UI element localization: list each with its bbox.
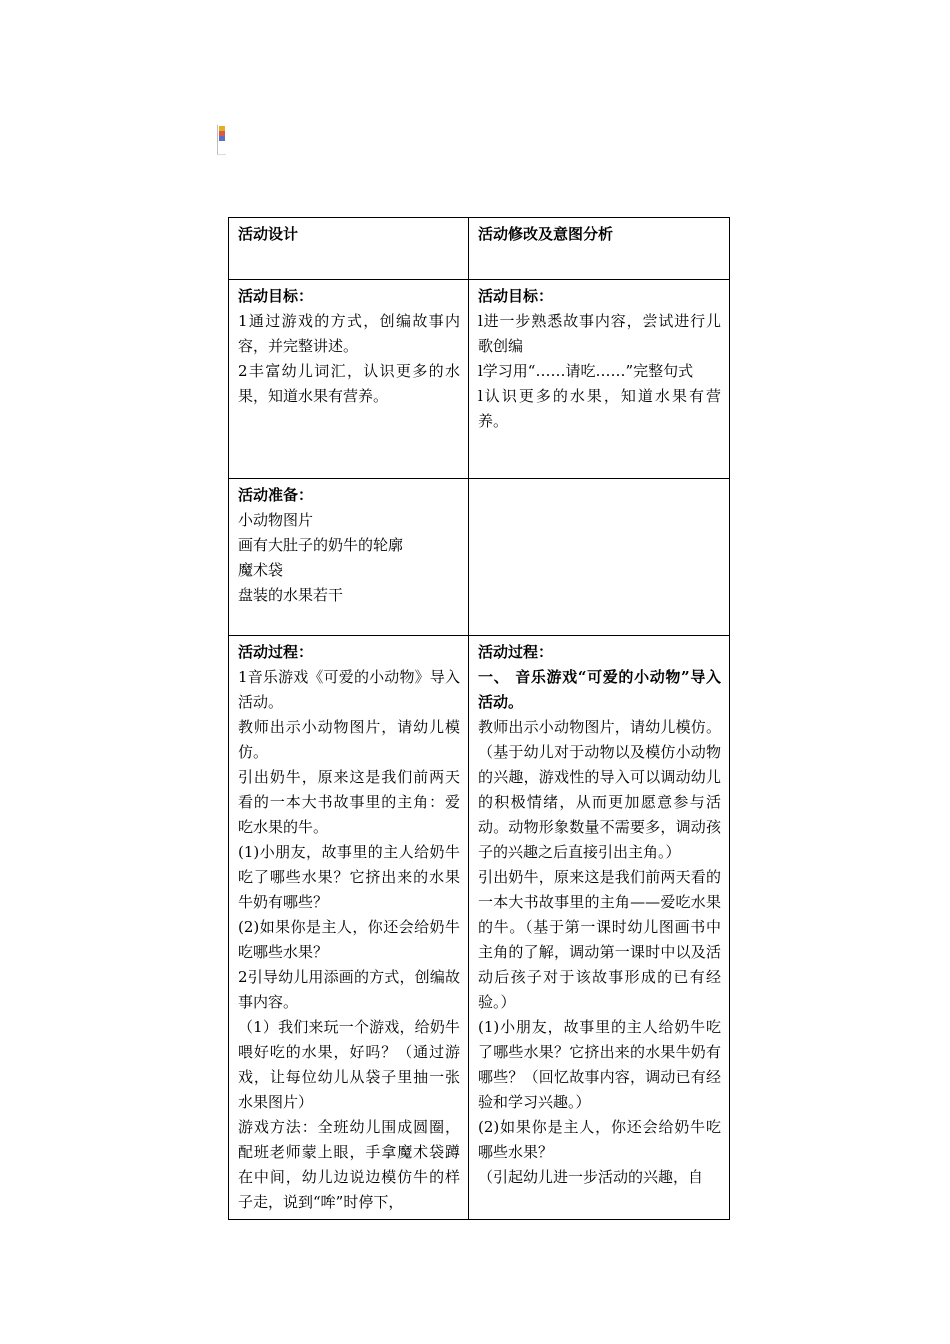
process-left-item: 游戏方法：全班幼儿围成圆圈，配班老师蒙上眼，手拿魔术袋蹲在中间，幼儿边说边模仿牛的样子走，说到“哞”时停下，: [238, 1118, 460, 1211]
preparation-item: 魔术袋: [238, 561, 284, 579]
objectives-right-item: l学习用“……请吃……”完整句式: [478, 362, 694, 380]
preparation-left-cell: [229, 479, 469, 636]
process-left-item: (1)小朋友，故事里的主人给奶牛吃了哪些水果？它挤出来的水果牛奶有哪些？: [238, 843, 460, 911]
preparation-item: 画有大肚子的奶牛的轮廓: [238, 536, 404, 554]
objectives-right-title: 活动目标：: [478, 287, 554, 305]
process-right-item: （引起幼儿进一步活动的兴趣，自: [478, 1168, 704, 1186]
process-left-item: （1）我们来玩一个游戏，给奶牛喂好吃的水果，好吗？（通过游戏，让每位幼儿从袋子里抽一张水果图片）: [238, 1018, 460, 1111]
objectives-left-title: 活动目标：: [238, 287, 314, 305]
preparation-left-title: 活动准备：: [238, 486, 314, 504]
process-right-title: 活动过程：: [478, 643, 554, 661]
document-logo-icon: [217, 125, 226, 155]
table-header-row: [229, 218, 730, 280]
process-right-cell: [469, 636, 730, 1220]
objectives-left-item: 1通过游戏的方式，创编故事内容，并完整讲述。: [238, 312, 460, 355]
preparation-item: 小动物图片: [238, 511, 314, 529]
activity-table: [228, 217, 730, 1220]
process-right-item: 教师出示小动物图片，请幼儿模仿。（基于幼儿对于动物以及模仿小动物的兴趣，游戏性的导入可以调动幼儿的积极情绪，从而更加愿意参与活动。动物形象数量不需要多，调动孩子的兴趣之后直接引出主角。）: [478, 718, 721, 861]
process-row: [229, 636, 730, 1220]
preparation-item: 盘装的水果若干: [238, 586, 344, 604]
process-right-item: (2)如果你是主人，你还会给奶牛吃哪些水果？: [478, 1118, 721, 1161]
process-left-item: 引出奶牛，原来这是我们前两天看的一本大书故事里的主角：爱吃水果的牛。: [238, 768, 460, 836]
process-right-item: 引出奶牛，原来这是我们前两天看的一本大书故事里的主角——爱吃水果的牛。（基于第一课时幼儿图画书中主角的了解，调动第一课时中以及活动后孩子对于该故事形成的已有经验。）: [478, 868, 721, 1011]
objectives-left-cell: [229, 280, 469, 479]
process-right-heading: 一、 音乐游戏“可爱的小动物”导入活动。: [478, 668, 721, 711]
objectives-row: [229, 280, 730, 479]
process-left-item: 教师出示小动物图片，请幼儿模仿。: [238, 718, 460, 761]
process-left-item: (2)如果你是主人，你还会给奶牛吃哪些水果？: [238, 918, 460, 961]
preparation-right-cell: [469, 479, 730, 636]
objectives-left-item: 2丰富幼儿词汇，认识更多的水果，知道水果有营养。: [238, 362, 460, 405]
preparation-row: [229, 479, 730, 636]
process-left-item: 1音乐游戏《可爱的小动物》导入活动。: [238, 668, 460, 711]
objectives-right-cell: [469, 280, 730, 479]
process-left-item: 2引导幼儿用添画的方式，创编故事内容。: [238, 968, 460, 1011]
process-left-cell: [229, 636, 469, 1220]
header-modification-analysis: 活动修改及意图分析: [469, 218, 730, 280]
process-right-item: (1)小朋友，故事里的主人给奶牛吃了哪些水果？它挤出来的水果牛奶有哪些？（回忆故事内容，调动已有经验和学习兴趣。）: [478, 1018, 721, 1111]
objectives-right-item: l认识更多的水果，知道水果有营养。: [478, 387, 721, 430]
process-left-title: 活动过程：: [238, 643, 314, 661]
objectives-right-item: l进一步熟悉故事内容，尝试进行儿歌创编: [478, 312, 721, 355]
header-activity-design: 活动设计: [229, 218, 469, 280]
